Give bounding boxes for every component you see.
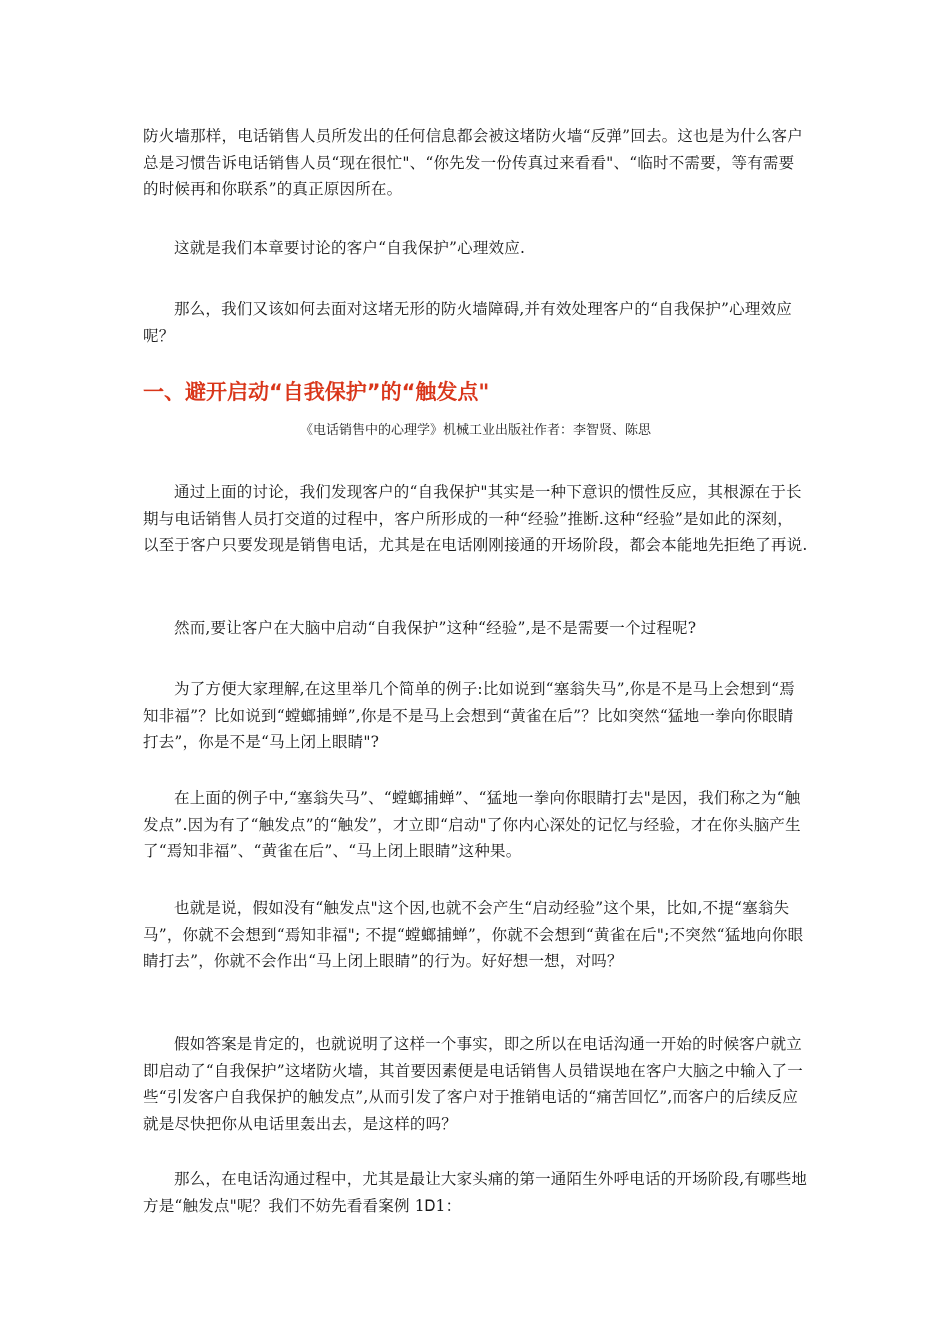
paragraph-5: 然而,要让客户在大脑中启动“自我保护”这种“经验”,是不是需要一个过程呢? (174, 619, 697, 637)
section-heading: 一、避开启动“自我保护”的“触发点" (143, 380, 490, 404)
paragraph-10: 那么，在电话沟通过程中，尤其是最让大家头痛的第一通陌生外呼电话的开场阶段,有哪些地方是“触发点"呢？我们不妨先看看案例 1Ꭰ1： (143, 1170, 808, 1215)
paragraph-9: 假如答案是肯定的，也就说明了这样一个事实，即之所以在电话沟通一开始的时候客户就立即启动了“自我保护”这堵防火墙，其首要因素便是电话销售人员错误地在客户大脑之中输入了一些“引发客户自我保护的触发点”,从而引发了客户对于推销电话的“痛苦回忆”,而客户的后续反应就是尽快把你从电话里轰出去，是这样的吗？ (143, 1035, 803, 1133)
paragraph-3: 那么，我们又该如何去面对这堵无形的防火墙障碍,并有效处理客户的“自我保护”心理效应呢？ (143, 300, 792, 345)
paragraph-8: 也就是说，假如没有“触发点"这个因,也就不会产生“启动经验”这个果，比如,不提“塞翁失马”，你就不会想到“焉知非福"; 不提“螳螂捕蝉”，你就不会想到“黄雀在后";不突然“猛地向你眼睛打去”，你就不会作出“马上闭上眼睛”的行为。好好想一想，对吗？ (143, 899, 804, 970)
book-citation: 《电话销售中的心理学》机械工业出版社作者：李智贤、陈思 (299, 423, 651, 438)
paragraph-2: 这就是我们本章要讨论的客户“自我保护”心理效应. (174, 239, 526, 257)
paragraph-7: 在上面的例子中,“塞翁失马”、“螳螂捕蝉”、“猛地一拳向你眼睛打去"是因，我们称之为“触发点”.因为有了“触发点”的“触发”，才立即“启动"了你内心深处的记忆与经验，才在你头脑产生了“焉知非福”、“黄雀在后”、“马上闭上眼睛”这种果。 (143, 789, 801, 860)
paragraph-4: 通过上面的讨论，我们发现客户的“自我保护"其实是一种下意识的惯性反应，其根源在于长期与电话销售人员打交道的过程中，客户所形成的一种“经验”推断.这种“经验”是如此的深刻，以至于客户只要发现是销售电话，尤其是在电话刚刚接通的开场阶段，都会本能地先拒绝了再说. (143, 483, 808, 554)
paragraph-1: 防火墙那样，电话销售人员所发出的任何信息都会被这堵防火墙“反弹”回去。这也是为什么客户总是习惯告诉电话销售人员“现在很忙"、“你先发一份传真过来看看"、“临时不需要，等有需要的时候再和你联系”的真正原因所在。 (143, 127, 803, 198)
paragraph-6: 为了方便大家理解,在这里举几个简单的例子:比如说到“塞翁失马”,你是不是马上会想到“焉知非福”？比如说到“螳螂捕蝉”,你是不是马上会想到“黄雀在后”？比如突然“猛地一拳向你眼睛打去”，你是不是“马上闭上眼睛"? (143, 680, 795, 751)
